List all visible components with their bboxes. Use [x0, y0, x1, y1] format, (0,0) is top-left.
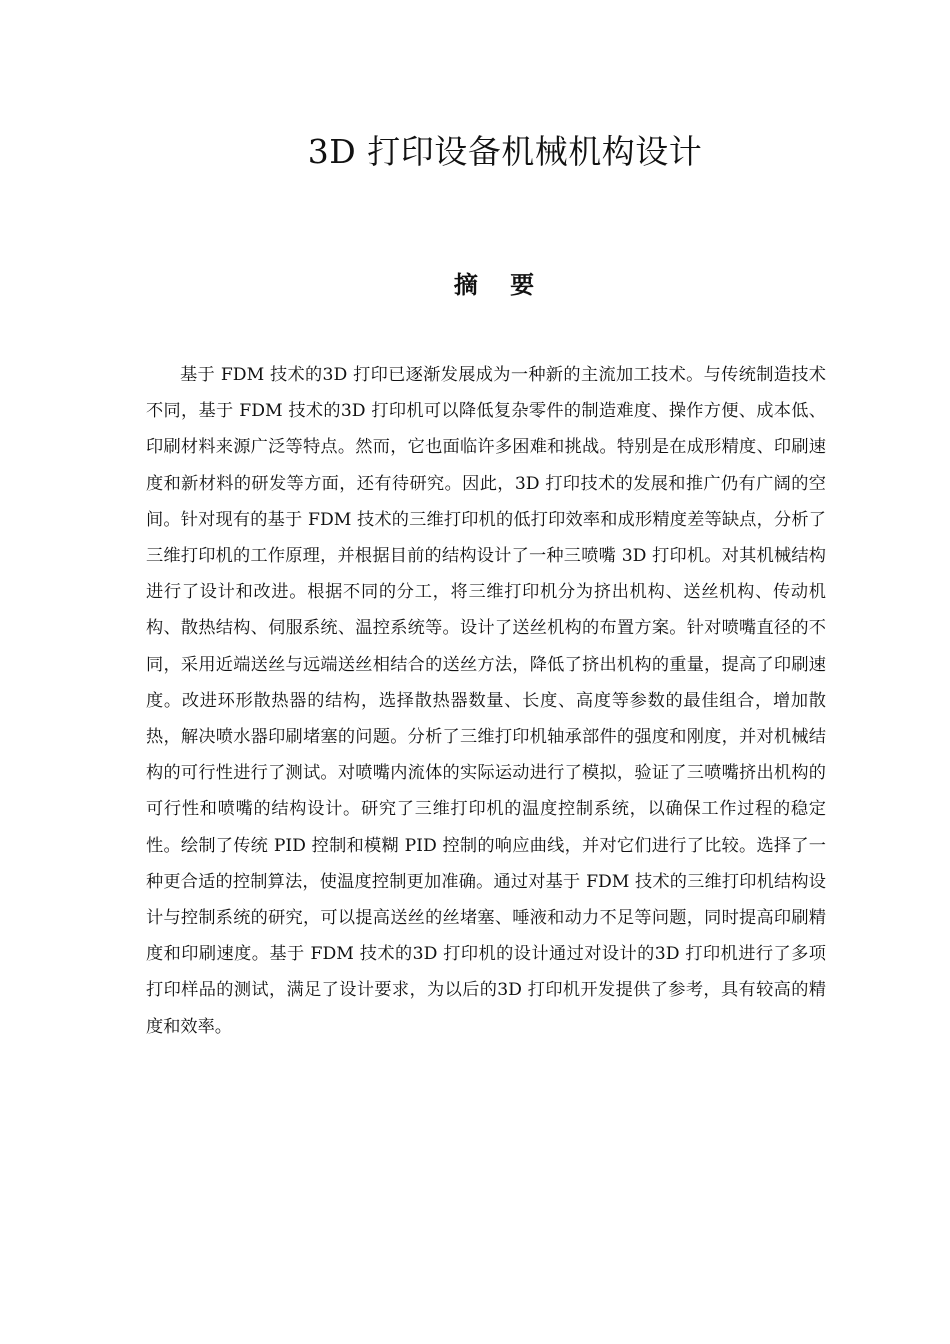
abstract-paragraph: 基于 FDM 技术的3D 打印已逐渐发展成为一种新的主流加工技术。与传统制造技术不同，基于 FDM 技术的3D 打印机可以降低复杂零件的制造难度、操作方便、成本低、印刷材料来源广泛等特点。然而，它也面临许多困难和挑战。特别是在成形精度、印刷速度和新材料的研发等方面，还有待研究。因此，3D 打印技术的发展和推广仍有广阔的空间。针对现有的基于 FDM 技术的三维打印机的低打印效率和成形精度差等缺点，分析了三维打印机的工作原理，并根据目前的结构设计了一种三喷嘴 3D 打印机。对其机械结构进行了设计和改进。根据不同的分工，将三维打印机分为挤出机构、送丝机构、传动机构、散热结构、伺服系统、温控系统等。设计了送丝机构的布置方案。针对喷嘴直径的不同，采用近端送丝与远端送丝相结合的送丝方法，降低了挤出机构的重量，提高了印刷速度。改进环形散热器的结构，选择散热器数量、长度、高度等参数的最佳组合，增加散热，解决喷水器印刷堵塞的问题。分析了三维打印机轴承部件的强度和刚度，并对机械结构的可行性进行了测试。对喷嘴内流体的实际运动进行了模拟，验证了三喷嘴挤出机构的可行性和喷嘴的结构设计。研究了三维打印机的温度控制系统，以确保工作过程的稳定性。绘制了传统 PID 控制和模糊 PID 控制的响应曲线，并对它们进行了比较。选择了一种更合适的控制算法，使温度控制更加准确。通过对基于 FDM 技术的三维打印机结构设计与控制系统的研究，可以提高送丝的丝堵塞、唾液和动力不足等问题，同时提高印刷精度和印刷速度。基于 FDM 技术的3D 打印机的设计通过对设计的3D 打印机进行了多项打印样品的测试，满足了设计要求，为以后的3D 打印机开发提供了参考，具有较高的精度和效率。 — [146, 365, 826, 1037]
document-title: 3D 打印设备机械机构设计 — [307, 132, 703, 171]
abstract-heading: 摘 要 — [453, 271, 547, 299]
